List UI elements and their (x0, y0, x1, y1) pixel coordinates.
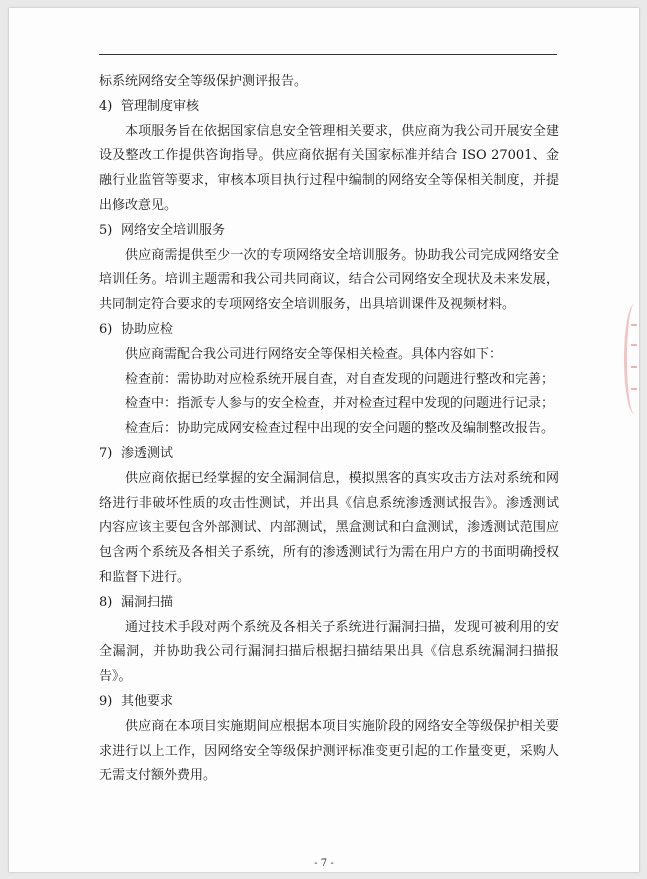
check-item: 检查前：需协助对应检系统开展自查，对自查发现的问题进行整改和完善； (125, 371, 555, 387)
section-paragraph: 通过技术手段对两个系统及各相关子系统进行漏洞扫描，发现可被利用的安全漏洞，并协助我公司行漏洞扫描后根据扫描结果出具《信息系统漏洞扫描报告》。 (99, 619, 559, 685)
section-paragraph: 供应商在本项目实施期间应根据本项目实施阶段的网络安全等级保护相关要求进行以上工作，因网络安全等级保护测评标准变更引起的工作量变更，采购人无需支付额外费用。 (99, 718, 559, 784)
header-rule (99, 54, 557, 55)
document-body (99, 70, 559, 789)
section-paragraph: 供应商需配合我公司进行网络安全等保相关检查。具体内容如下： (125, 346, 503, 362)
section-heading-9: 9) 其他要求 (99, 693, 174, 709)
section-paragraph: 本项服务旨在依据国家信息安全管理相关要求，供应商为我公司开展安全建设及整改工作提供咨询指导。供应商依据有关国家标准并结合 ISO 27001、金融行业监管等要求，审核本项目执行过程中编制的网络安全等保相关制度，并提出修改意见。 (99, 123, 559, 213)
document-page (9, 8, 639, 872)
section-heading-6: 6) 协助应检 (99, 321, 174, 337)
seal-stamp-edge (624, 304, 639, 414)
continuation-text: 标系统网络安全等级保护测评报告。 (99, 74, 308, 89)
check-item: 检查中：指派专人参与的安全检查，并对检查过程中发现的问题进行记录； (125, 396, 555, 412)
section-heading-4: 4) 管理制度审核 (99, 98, 200, 114)
check-item: 检查后：协助完成网安检查过程中出现的安全问题的整改及编制整改报告。 (125, 421, 555, 437)
section-heading-8: 8) 漏洞扫描 (99, 594, 174, 610)
section-paragraph: 供应商需提供至少一次的专项网络安全培训服务。协助我公司完成网络安全培训任务。培训主题需和我公司共同商议，结合公司网络安全现状及未来发展，共同制定符合要求的专项网络安全培训服务，出具培训课件及视频材料。 (99, 247, 559, 313)
section-heading-5: 5) 网络安全培训服务 (99, 222, 226, 238)
section-paragraph: 供应商依据已经掌握的安全漏洞信息，模拟黑客的真实攻击方法对系统和网络进行非破坏性质的攻击性测试，并出具《信息系统渗透测试报告》。渗透测试内容应该主要包含外部测试、内部测试，黑盒测试和白盒测试，渗透测试范围应包含两个系统及各相关子系统，所有的渗透测试行为需在用户方的书面明确授权和监督下进行。 (99, 470, 559, 585)
page-number: - 7 - (314, 858, 334, 869)
section-heading-7: 7) 渗透测试 (99, 445, 174, 461)
